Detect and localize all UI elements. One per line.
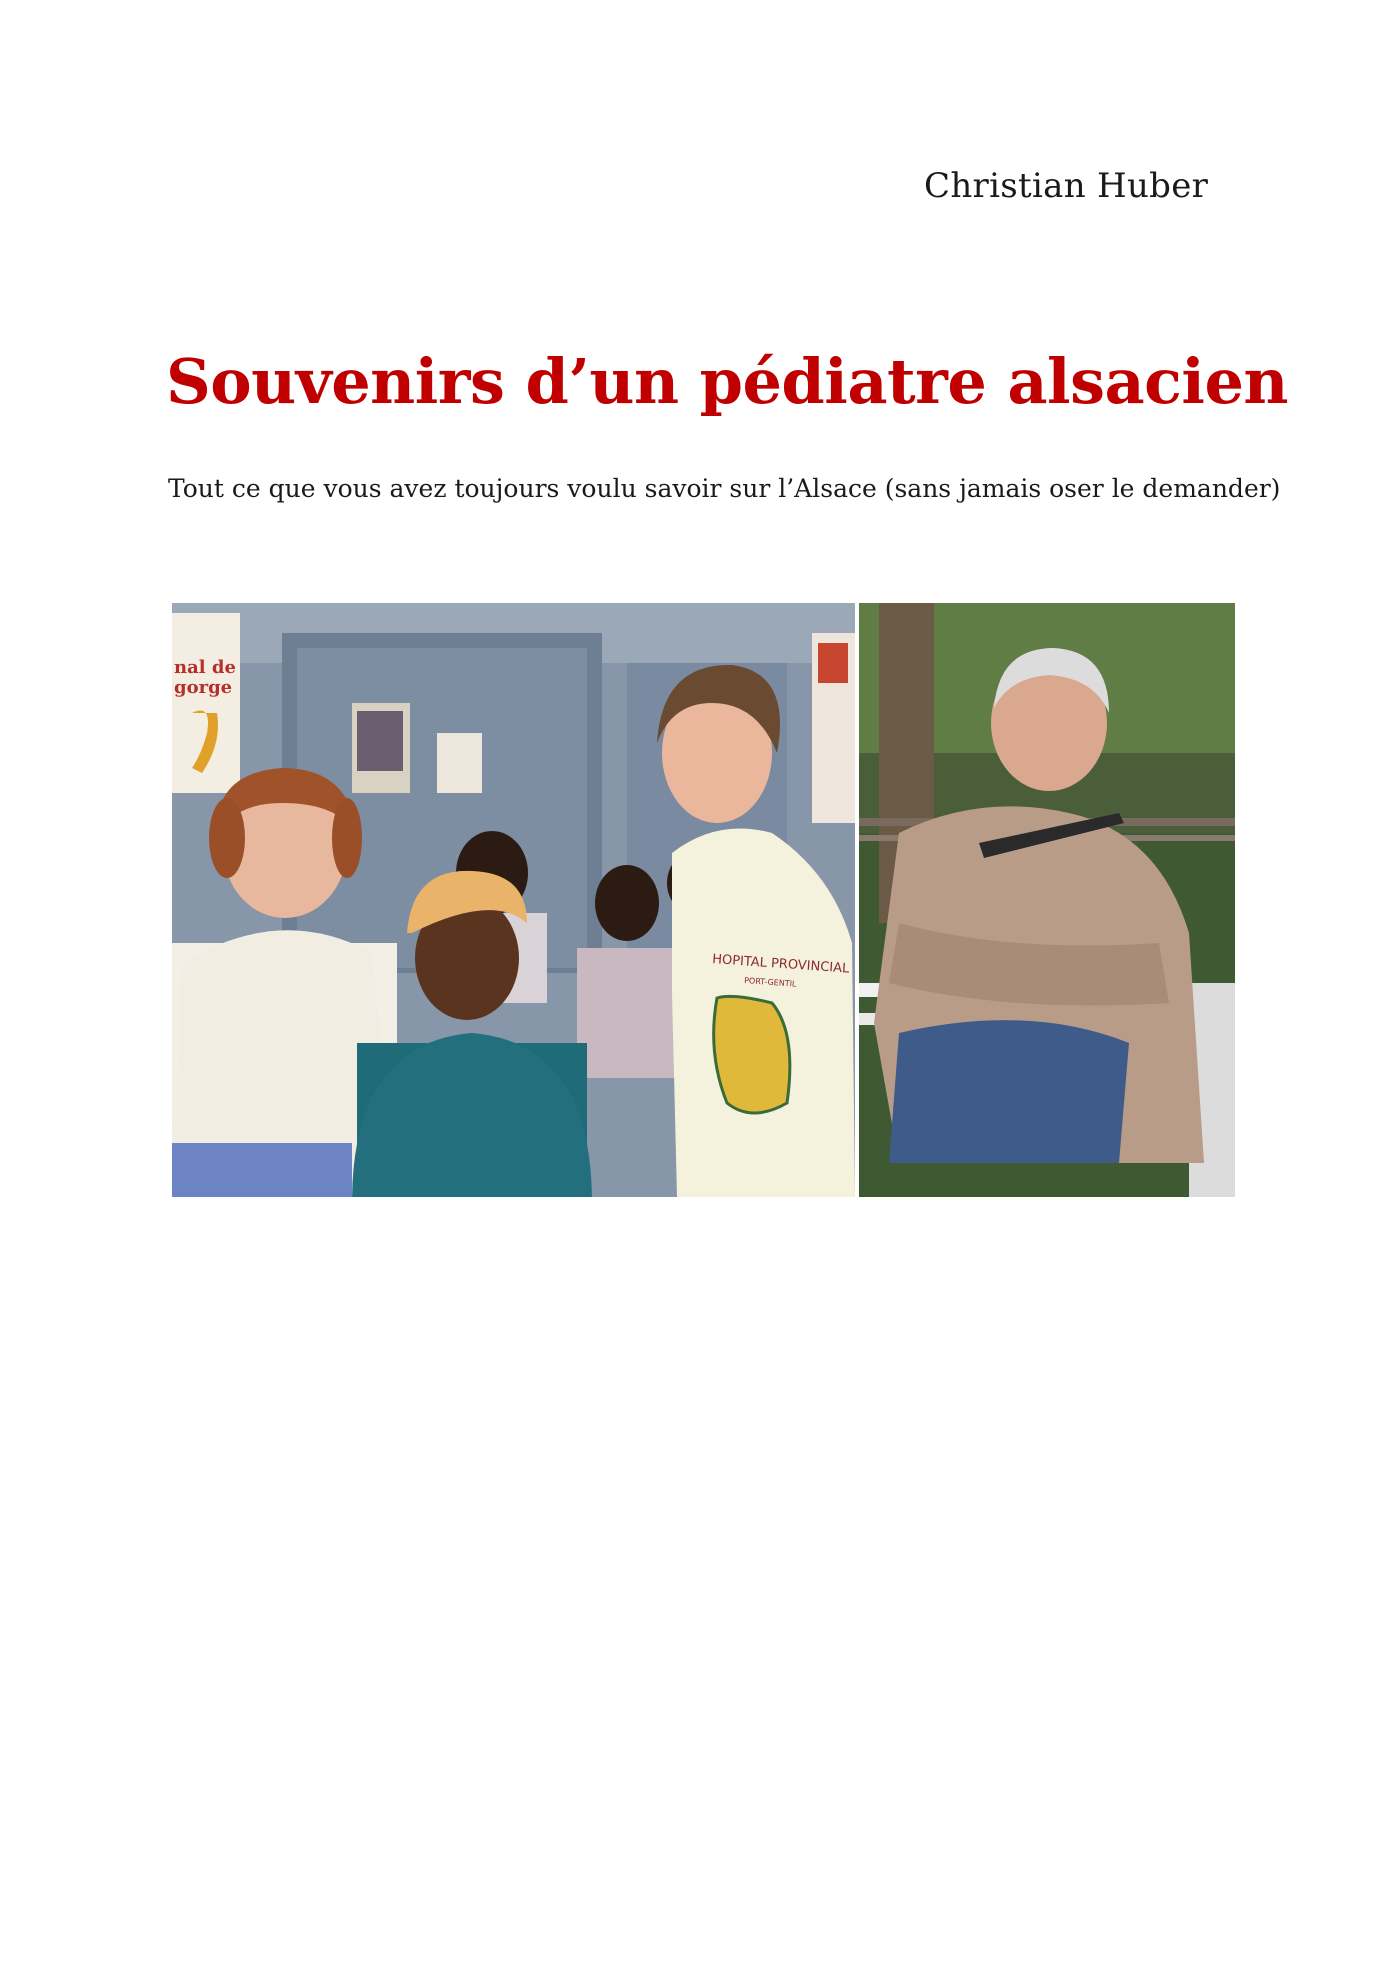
author-name: Christian Huber bbox=[924, 166, 1209, 206]
portrait-photo-illustration bbox=[859, 603, 1235, 1197]
document-subtitle: Tout ce que vous avez toujours voulu savoir sur l’Alsace (sans jamais oser le demander) bbox=[168, 474, 1281, 503]
group-photo-illustration bbox=[172, 603, 855, 1197]
poster-text-line1: nal de bbox=[174, 657, 236, 678]
tshirt-subtext: PORT-GENTIL bbox=[743, 976, 797, 989]
poster-text-line2: gorge bbox=[174, 677, 233, 698]
document-title: Souvenirs d’un pédiatre alsacien bbox=[166, 345, 1288, 418]
tshirt-text: HOPITAL PROVINCIAL bbox=[711, 952, 850, 977]
group-photo bbox=[172, 603, 855, 1197]
portrait-photo bbox=[859, 603, 1235, 1197]
